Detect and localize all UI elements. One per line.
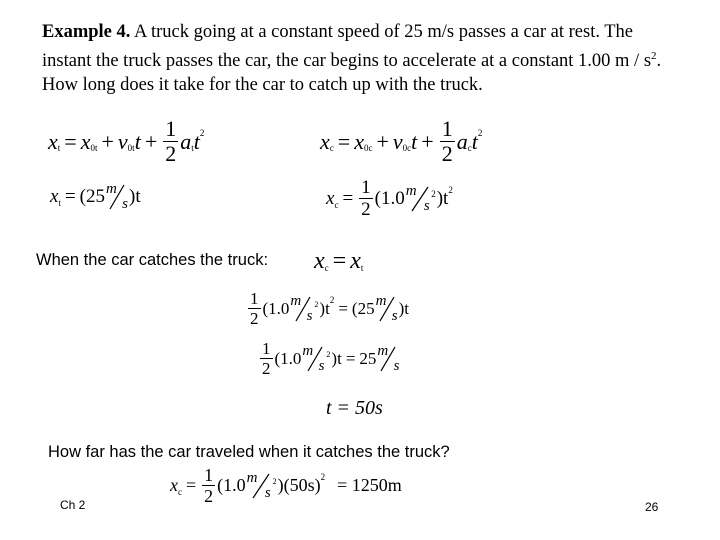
distance-equation: [170, 466, 402, 505]
frac-num: 1: [262, 339, 271, 358]
car-acc: (1.0: [217, 475, 246, 495]
var-x: x: [48, 128, 58, 154]
time-paren: )(50s): [277, 475, 321, 495]
var-t: t: [134, 128, 141, 154]
unit-m-per-s: [375, 292, 398, 324]
unit-s: s: [423, 197, 430, 214]
var-t-2: t: [193, 128, 200, 154]
fraction-half: [248, 290, 261, 327]
close-t: )t: [331, 348, 342, 368]
var-x-c: x: [314, 248, 325, 274]
truck-position-equation: [48, 118, 204, 165]
truck-speed-rhs: 25: [359, 348, 377, 368]
frac-num: 1: [204, 465, 214, 485]
var-x: x: [170, 475, 178, 495]
unit-m: m: [106, 181, 117, 197]
unit-m-per-s2: [405, 182, 436, 214]
frac-num: 1: [250, 289, 259, 308]
truck-numeric-equation: [50, 183, 141, 211]
var-a: a: [456, 128, 468, 154]
equals-sign: =: [338, 298, 348, 318]
exp-2: 2: [320, 471, 326, 482]
unit-exp: 2: [431, 188, 436, 199]
unit-s: s: [306, 307, 313, 324]
equals-sign: =: [332, 248, 347, 274]
unit-s: s: [318, 357, 325, 374]
plus-sign-2: +: [144, 128, 158, 154]
car-acc: (1.0: [262, 298, 290, 318]
sub-0c-v: 0c: [402, 142, 412, 153]
chapter-label: Ch 2: [60, 498, 86, 512]
exp-2: 2: [329, 294, 335, 305]
unit-m-per-s2: [290, 292, 319, 324]
truck-speed: (25: [79, 186, 105, 207]
sub-t: t: [360, 262, 364, 273]
unit-m-per-s2: [302, 342, 331, 374]
unit-m: m: [375, 292, 387, 309]
equals-sign: =: [337, 128, 351, 154]
var-v: v: [117, 128, 128, 154]
sub-c: c: [334, 199, 339, 210]
problem-exponent: 2: [651, 50, 657, 62]
var-x-t: x: [350, 248, 361, 274]
question-2: How far has the car traveled when it catches the truck?: [48, 443, 450, 461]
frac-num: 1: [165, 116, 177, 141]
frac-den: 2: [250, 309, 259, 328]
distance-result: = 1250m: [337, 475, 402, 495]
close-t: )t: [129, 186, 141, 207]
exp-2: 2: [199, 127, 205, 138]
fraction-half: [359, 178, 373, 219]
unit-exp: 2: [272, 476, 277, 486]
catch-label: When the car catches the truck:: [36, 251, 269, 269]
var-x: x: [326, 187, 335, 209]
frac-den: 2: [441, 141, 453, 166]
sub-c-a: c: [467, 142, 472, 153]
equals-sign: =: [186, 475, 197, 495]
problem-text-b: . How long does it take for the car to catch up with the truck.: [42, 51, 662, 95]
close-t: )t: [398, 298, 409, 318]
var-x0: x: [80, 128, 91, 154]
close-t: )t: [319, 298, 330, 318]
var-t-2: t: [471, 128, 478, 154]
var-x0c: x: [354, 128, 364, 154]
var-x: x: [320, 128, 330, 154]
unit-m-per-s2: [246, 469, 277, 501]
equals-sign: =: [345, 348, 356, 368]
time-result: t = 50s: [326, 397, 383, 419]
car-position-equation: [320, 118, 482, 165]
sub-t: t: [57, 142, 61, 153]
catch-equation-1: [246, 290, 409, 327]
unit-m: m: [377, 342, 389, 359]
var-v: v: [392, 128, 403, 154]
problem-text-a: A truck going at a constant speed of 25 m/s passes a car at rest. The instant the truck passes the car, the car begins to accelerate at a constant 1.00 m / s: [42, 22, 652, 71]
car-acc: (1.0: [374, 187, 405, 209]
frac-den: 2: [165, 141, 177, 166]
page-number: 26: [645, 500, 659, 514]
close-t: )t: [436, 187, 449, 209]
unit-s: s: [391, 307, 398, 324]
unit-m-per-s: [377, 342, 400, 374]
car-acc: (1.0: [274, 348, 302, 368]
equals-sign: =: [342, 187, 354, 209]
exp-2: 2: [448, 184, 453, 195]
frac-den: 2: [204, 486, 214, 506]
unit-m: m: [405, 182, 417, 199]
frac-num: 1: [361, 177, 371, 198]
unit-m: m: [290, 292, 302, 309]
unit-s: s: [393, 357, 400, 374]
fraction-half: [163, 118, 178, 165]
sub-c: c: [329, 142, 334, 153]
catch-condition-equation: [314, 248, 363, 275]
frac-den: 2: [361, 199, 371, 220]
fraction-half: [440, 118, 455, 165]
plus-sign: +: [101, 128, 114, 154]
plus-sign-2: +: [421, 128, 434, 154]
plus-sign: +: [376, 128, 389, 154]
unit-s: s: [122, 196, 128, 212]
catch-equation-2: [258, 340, 400, 377]
example-label: Example 4.: [42, 22, 131, 42]
equals-sign: =: [64, 186, 76, 207]
equals-sign: =: [64, 128, 77, 154]
var-t: t: [411, 128, 418, 154]
sub-0t-v: 0t: [127, 142, 135, 153]
var-a: a: [180, 128, 192, 154]
frac-num: 1: [441, 116, 453, 141]
unit-m-per-s: [106, 183, 128, 211]
unit-m: m: [246, 469, 258, 486]
sub-t: t: [58, 198, 61, 208]
unit-s: s: [264, 484, 271, 501]
problem-statement: [42, 20, 682, 97]
sub-c: c: [178, 486, 182, 497]
unit-exp: 2: [314, 299, 319, 309]
unit-exp: 2: [326, 349, 331, 359]
fraction-half: [260, 340, 273, 377]
truck-speed: (25: [351, 298, 375, 318]
frac-den: 2: [262, 359, 271, 378]
sub-c: c: [324, 262, 329, 273]
unit-m: m: [302, 342, 314, 359]
sub-t-a: t: [191, 142, 194, 153]
exp-2: 2: [477, 127, 483, 138]
fraction-half: [202, 466, 215, 505]
car-numeric-equation: [326, 178, 453, 219]
sub-0c: 0c: [363, 142, 373, 153]
var-x: x: [50, 186, 59, 207]
sub-0t: 0t: [90, 142, 98, 153]
